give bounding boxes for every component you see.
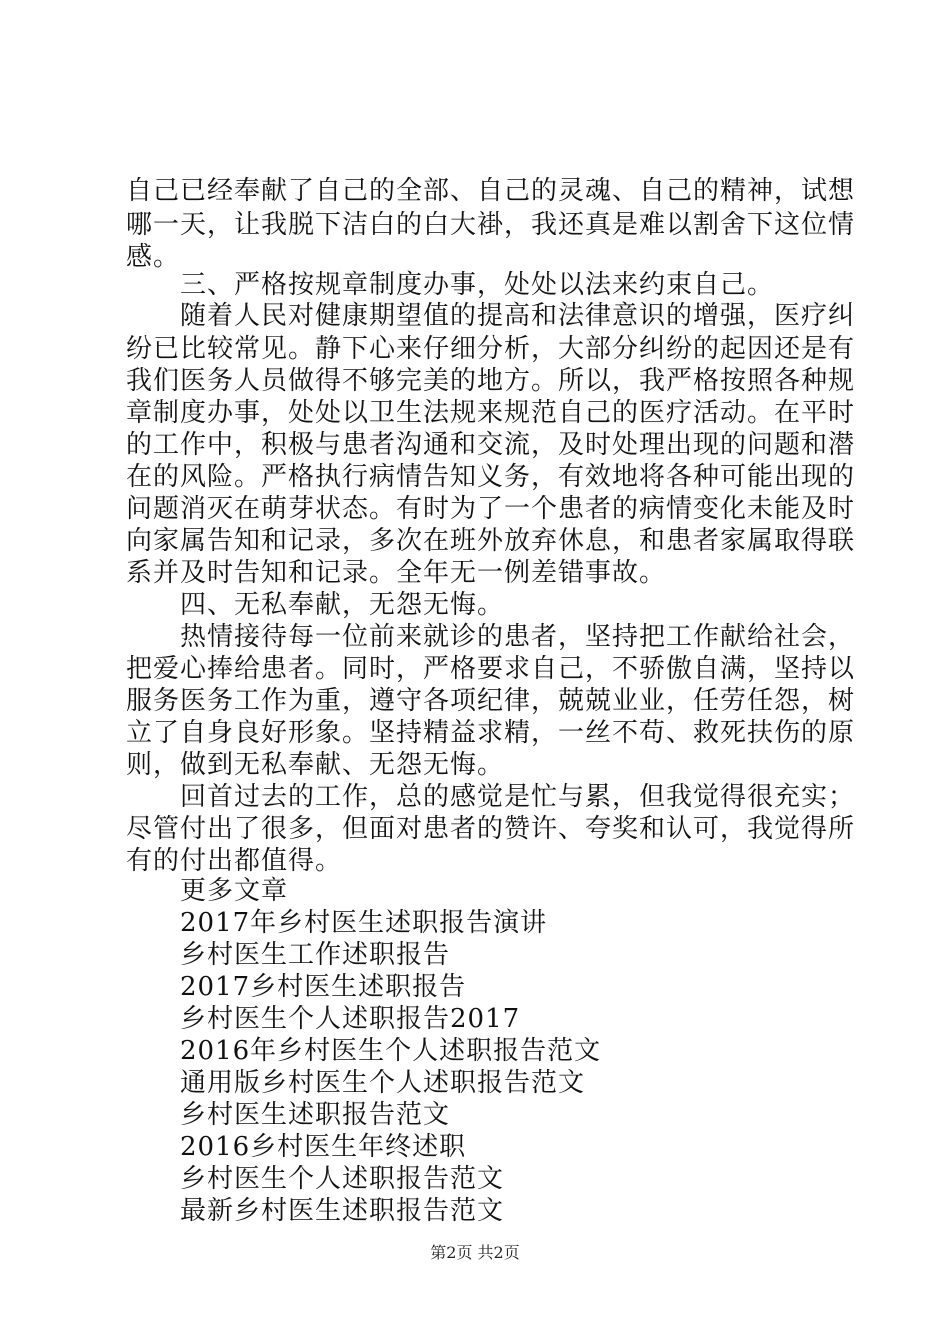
more-articles-heading: 更多文章	[180, 876, 289, 906]
article-link[interactable]: 2017乡村医生述职报告	[180, 972, 467, 1002]
body-line: 章制度办事，处处以卫生法规来规范自己的医疗活动。在平时	[126, 398, 856, 428]
article-link[interactable]: 最新乡村医生述职报告范文	[180, 1196, 505, 1226]
body-line: 回首过去的工作，总的感觉是忙与累，但我觉得很充实；	[180, 782, 856, 812]
section-heading-3: 三、严格按规章制度办事，处处以法来约束自己。	[180, 270, 775, 300]
body-line: 把爱心捧给患者。同时，严格要求自己，不骄傲自满，坚持以	[126, 654, 856, 684]
body-line: 向家属告知和记录，多次在班外放弃休息，和患者家属取得联	[126, 526, 856, 556]
article-link[interactable]: 2016乡村医生年终述职	[180, 1132, 467, 1162]
body-line: 自己已经奉献了自己的全部、自己的灵魂、自己的精神，试想	[126, 176, 856, 206]
section-heading-4: 四、无私奉献，无怨无悔。	[180, 590, 505, 620]
article-link[interactable]: 通用版乡村医生个人述职报告范文	[180, 1068, 586, 1098]
article-link[interactable]: 2017年乡村医生述职报告演讲	[180, 908, 548, 938]
body-line: 的工作中，积极与患者沟通和交流，及时处理出现的问题和潜	[126, 430, 856, 460]
article-link[interactable]: 2016年乡村医生个人述职报告范文	[180, 1036, 602, 1066]
body-line: 系并及时告知和记录。全年无一例差错事故。	[126, 558, 667, 588]
body-line: 纷已比较常见。静下心来仔细分析，大部分纠纷的起因还是有	[126, 334, 856, 364]
article-link[interactable]: 乡村医生个人述职报告范文	[180, 1164, 505, 1194]
body-line: 服务医务工作为重，遵守各项纪律，兢兢业业，任劳任怨，树	[126, 686, 856, 716]
article-link[interactable]: 乡村医生个人述职报告2017	[180, 1004, 521, 1034]
page-number: 第2页 共2页	[430, 1243, 520, 1262]
article-link[interactable]: 乡村医生工作述职报告	[180, 940, 451, 970]
body-line: 热情接待每一位前来就诊的患者，坚持把工作献给社会，	[180, 622, 856, 652]
body-line: 立了自身良好形象。坚持精益求精，一丝不苟、救死扶伤的原	[126, 718, 856, 748]
body-line: 则，做到无私奉献、无怨无悔。	[126, 750, 505, 780]
body-line: 问题消灭在萌芽状态。有时为了一个患者的病情变化未能及时	[126, 494, 856, 524]
body-line: 随着人民对健康期望值的提高和法律意识的增强，医疗纠	[180, 301, 856, 331]
body-line: 尽管付出了很多，但面对患者的赞许、夸奖和认可，我觉得所	[126, 814, 856, 844]
body-line: 哪一天，让我脱下洁白的白大褂，我还真是难以割舍下这位情	[126, 210, 856, 240]
body-line: 感。	[126, 242, 181, 272]
article-link[interactable]: 乡村医生述职报告范文	[180, 1100, 451, 1130]
body-line: 我们医务人员做得不够完美的地方。所以，我严格按照各种规	[126, 366, 856, 396]
body-line: 有的付出都值得。	[126, 846, 343, 876]
body-line: 在的风险。严格执行病情告知义务，有效地将各种可能出现的	[126, 462, 856, 492]
